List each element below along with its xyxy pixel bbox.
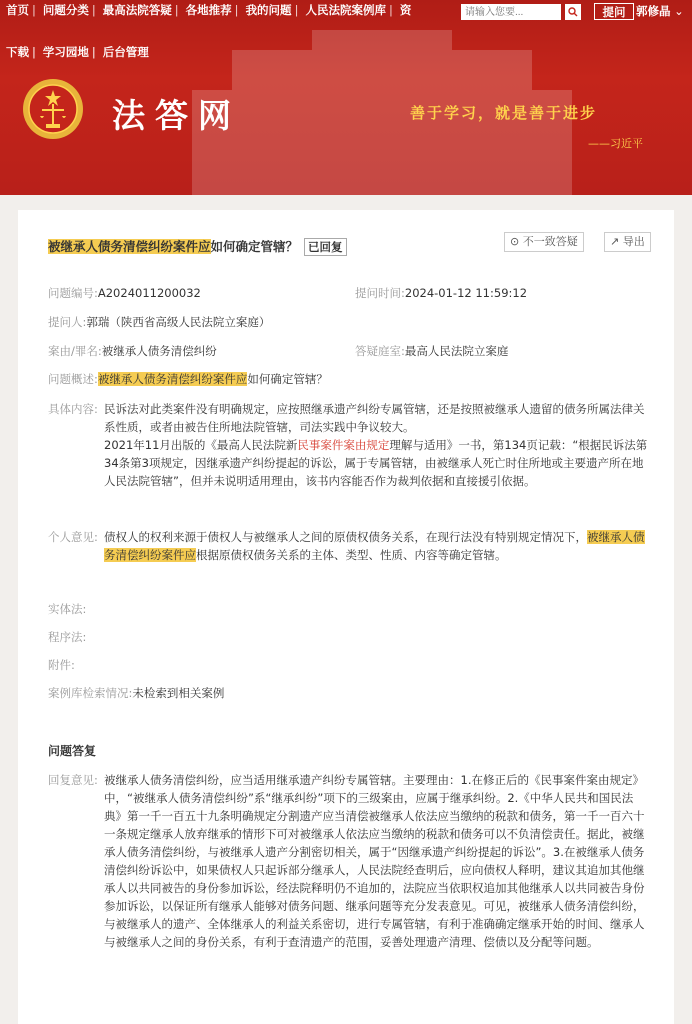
- personal-opinion: [48, 528, 648, 564]
- summary-label: 问题概述:: [48, 372, 98, 386]
- site-header: [0, 0, 692, 195]
- asker-value: 郭瑞（陕西省高级人民法院立案庭）: [86, 315, 271, 329]
- disagree-label: 不一致答疑: [522, 235, 578, 248]
- nav-case-library[interactable]: 人民法院案例库: [305, 3, 386, 17]
- top-nav-secondary: 下载 | 学习园地 | 后台管理: [6, 45, 149, 59]
- clock-icon: ⊙: [510, 235, 520, 248]
- substantive-law: [48, 601, 86, 617]
- user-name: 郭修晶: [636, 4, 671, 18]
- slogan: 善于学习，就是善于进步: [410, 104, 598, 122]
- substantive-law-label: 实体法:: [48, 602, 87, 616]
- nav-local-recommend[interactable]: 各地推荐: [185, 3, 232, 17]
- question-time-label: 提问时间:: [355, 286, 405, 300]
- question-number-label: 问题编号:: [48, 286, 98, 300]
- question-time-value: 2024-01-12 11:59:12: [404, 286, 528, 300]
- question-title: [48, 237, 347, 256]
- search-button[interactable]: [565, 4, 581, 20]
- content-paragraph-2: [104, 436, 648, 490]
- question-content: [48, 400, 648, 490]
- disagree-button[interactable]: [504, 232, 584, 252]
- asker-label: 提问人:: [48, 315, 87, 329]
- nav-study[interactable]: 学习园地: [42, 45, 89, 59]
- question-time: [355, 285, 527, 301]
- nav-categories[interactable]: 问题分类: [42, 3, 89, 17]
- search-input[interactable]: [461, 4, 561, 20]
- answer-dept: [355, 343, 508, 359]
- attachment-label: 附件:: [48, 658, 75, 672]
- nav-home[interactable]: 首页: [6, 3, 29, 17]
- opinion-part-a: 债权人的权利来源于债权人与被继承人之间的原债权债务关系，在现行法没有特别规定情况下，: [104, 530, 587, 544]
- question-detail-card: [18, 210, 674, 1024]
- summary-rest: 如何确定管辖？: [247, 372, 328, 386]
- user-menu[interactable]: [636, 3, 684, 19]
- top-nav: 首页 | 问题分类 | 最高法院答疑 | 各地推荐 | 我的问题 | 人民法院案例库 | 资: [6, 3, 412, 17]
- ask-question-button[interactable]: 提问: [594, 3, 634, 20]
- answer-dept-value: 最高人民法院立案庭: [404, 344, 509, 358]
- case-cause-label: 案由/罪名:: [48, 344, 102, 358]
- export-label: 导出: [622, 235, 645, 248]
- asker: [48, 314, 270, 330]
- case-cause: [48, 343, 217, 359]
- nav-supreme-court-qa[interactable]: 最高法院答疑: [102, 3, 172, 17]
- question-summary: [48, 371, 328, 387]
- content-p2-part-b: 理解与适用》一书，第134页记载：“根据民诉法第34条第3项规定，因继承遗产纠纷提起的诉讼，属于专属管辖，由被继承人死亡时住所地或主要遗产所在地人民法院管辖”，但并未说明适用理由，该书内容能否作为裁判依据和直接援引依据。: [104, 438, 648, 488]
- reply-label: 回复意见:: [48, 773, 98, 787]
- content-p2-part-a: 2021年11月出版的《最高人民法院新: [104, 438, 298, 452]
- search-icon: [568, 7, 578, 17]
- chevron-down-icon: ⌄: [670, 4, 684, 18]
- nav-resources[interactable]: 资: [399, 3, 412, 17]
- reply-text: 被继承人债务清偿纠纷，应当适用继承遗产纠纷专属管辖。主要理由：1.在修正后的《民事案件案由规定》中，“被继承人债务清偿纠纷”系“继承纠纷”项下的三级案由，应属于继承纠纷。2.《中华人民共和国民法典》第一千一百五十九条明确规定分割遗产应当清偿被继承人依法应当缴纳的税款和债务，第一千一百六十一条规定继承人放弃继承的情形下可对被继承人依法应当缴纳的税款和债务可以不负清偿责任。据此，被继承人债务清偿纠纷，与被继承人遗产分割密切相关，属于“因继承遗产纠纷提起的诉讼”。3.在被继承人债务清偿纠纷诉讼中，如果债权人只起诉部分继承人，人民法院经查明后，应向债权人释明，建议其追加其他继承人以共同被告的身份参加诉讼，经法院释明仍不追加的，法院应当依职权追加其他继承人以共同被告身份参加诉讼，以保证所有继承人能够对债务问题、继承问题等充分发表意见。可见，被继承人债务清偿纠纷，与被继承人的遗产、全体继承人的利益关系密切，进行专属管辖，有利于准确确定继承开始的时间、继承人与被继承人之间的身份关系，有利于查清遗产的范围，妥善处理遗产清理、偿债以及分配等问题。: [104, 773, 645, 949]
- procedural-law: [48, 629, 86, 645]
- case-cause-value: 被继承人债务清偿纠纷: [101, 344, 217, 358]
- content-paragraph-1: 民诉法对此类案件没有明确规定，应按照继承遗产纠纷专属管辖，还是按照被继承人遗留的债务所属法律关系性质，或者由被告住所地法院管辖，司法实践中争议较大。: [104, 402, 645, 434]
- nav-download[interactable]: 下载: [6, 45, 29, 59]
- question-number-value: A2024011200032: [97, 286, 201, 300]
- export-icon: ↗: [610, 235, 620, 248]
- title-highlight: 被继承人债务清偿纠纷案件应: [48, 239, 211, 254]
- nav-my-questions[interactable]: 我的问题: [245, 3, 292, 17]
- export-button[interactable]: [604, 232, 651, 252]
- case-library-label: 案例库检索情况:: [48, 686, 133, 700]
- site-logo-text[interactable]: 法答网: [112, 96, 241, 135]
- opinion-label: 个人意见:: [48, 530, 98, 544]
- procedural-law-label: 程序法:: [48, 630, 87, 644]
- case-library-search: [48, 685, 224, 701]
- slogan-author: ——习近平: [588, 137, 643, 150]
- status-badge: 已回复: [304, 238, 347, 256]
- court-emblem-icon: [22, 78, 84, 140]
- answer-section-title: 问题答复: [48, 744, 97, 758]
- content-label: 具体内容:: [48, 402, 98, 416]
- nav-admin[interactable]: 后台管理: [102, 45, 149, 59]
- answer-dept-label: 答疑庭室:: [355, 344, 405, 358]
- title-rest: 如何确定管辖？: [210, 239, 299, 254]
- case-library-value: 未检索到相关案例: [132, 686, 225, 700]
- question-number: [48, 285, 201, 301]
- opinion-part-b: 根据原债权债务关系的主体、类型、性质、内容等确定管辖。: [196, 548, 507, 562]
- case-cause-rule-link[interactable]: 民事案件案由规定: [297, 438, 390, 452]
- summary-highlight: 被继承人债务清偿纠纷案件应: [97, 372, 248, 386]
- attachments: [48, 657, 75, 673]
- opinion-highlight: 被继承人债务清偿纠纷案件应: [104, 530, 645, 562]
- reply-opinion: [48, 771, 648, 951]
